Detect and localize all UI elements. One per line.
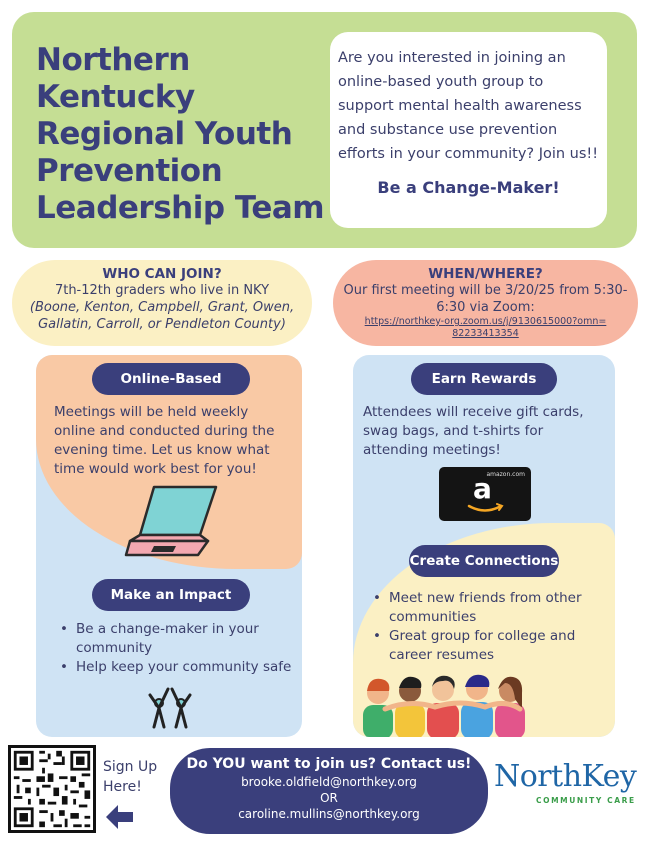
logo-word: NorthKey <box>494 759 637 794</box>
impact-list <box>54 620 294 677</box>
list-item: • Be a change-maker in your community <box>54 620 294 658</box>
signup-qr-code-icon[interactable] <box>8 745 96 833</box>
gift-card-letter: a <box>473 472 492 505</box>
intro-card <box>330 32 607 228</box>
title-line: Prevention <box>36 153 223 189</box>
contact-title: Do YOU want to join us? Contact us! <box>186 756 472 772</box>
logo-subtitle: COMMUNITY CARE <box>536 796 636 805</box>
earn-rewards-badge: Earn Rewards <box>411 363 557 395</box>
northkey-logo <box>494 760 642 820</box>
contact-or: OR <box>320 791 338 805</box>
right-column <box>353 355 615 737</box>
signup-line2: Here! <box>103 779 142 795</box>
who-line1: 7th-12th graders who live in NKY <box>54 283 270 298</box>
list-item: • Meet new friends from other communities <box>367 589 607 627</box>
signup-label <box>103 757 157 797</box>
contact-email-1[interactable]: brooke.oldfield@northkey.org <box>241 775 417 789</box>
signup-line1: Sign Up <box>103 759 158 775</box>
header-panel <box>12 12 637 248</box>
contact-email-2[interactable]: caroline.mullins@northkey.org <box>238 807 420 821</box>
online-text: Meetings will be held weekly online and conducted during the evening time. Let us know what time would work best for you! <box>54 404 275 477</box>
smile-arrow-icon <box>467 503 505 515</box>
rewards-text: Attendees will receive gift cards, swag bags, and t-shirts for attending meetings! <box>363 404 584 458</box>
who-can-join-panel <box>12 260 312 346</box>
gift-card-brand: amazon.com <box>486 471 525 478</box>
title-line: Regional Youth <box>36 116 293 152</box>
when-where-panel <box>333 260 638 346</box>
contact-panel <box>170 748 488 834</box>
friends-group-illustration <box>355 669 565 737</box>
title-line: Northern <box>36 42 190 78</box>
intro-cta: Be a Change-Maker! <box>377 178 560 197</box>
when-text: Our first meeting will be 3/20/25 from 5:30-6:30 via Zoom: <box>343 283 628 315</box>
make-an-impact-badge: Make an Impact <box>92 579 250 611</box>
left-column <box>36 355 302 737</box>
create-connections-badge: Create Connections <box>409 545 559 577</box>
high-five-icon <box>144 681 196 733</box>
intro-text: Are you interested in joining an online-based youth group to support mental health awareness and substance use prevention efforts in your community? Join us!! <box>338 50 599 162</box>
online-based-badge: Online-Based <box>92 363 250 395</box>
who-line2: (Boone, Kenton, Campbell, Grant, Owen, Gallatin, Carroll, or Pendleton County) <box>29 300 295 332</box>
page-title <box>36 42 326 227</box>
gift-card <box>439 467 531 521</box>
title-line: Kentucky <box>36 79 195 115</box>
list-item: • Help keep your community safe <box>54 658 294 677</box>
title-line: Leadership Team <box>36 190 325 226</box>
laptop-icon <box>124 483 224 559</box>
arrow-left-icon <box>106 805 134 829</box>
when-title: WHEN/WHERE? <box>428 266 543 282</box>
zoom-link[interactable]: https://northkey-org.zoom.us/j/9130615000?omn=82233413354 <box>364 316 607 339</box>
list-item: • Great group for college and career resumes <box>367 627 607 665</box>
connections-list <box>367 589 607 665</box>
who-title: WHO CAN JOIN? <box>102 266 222 282</box>
